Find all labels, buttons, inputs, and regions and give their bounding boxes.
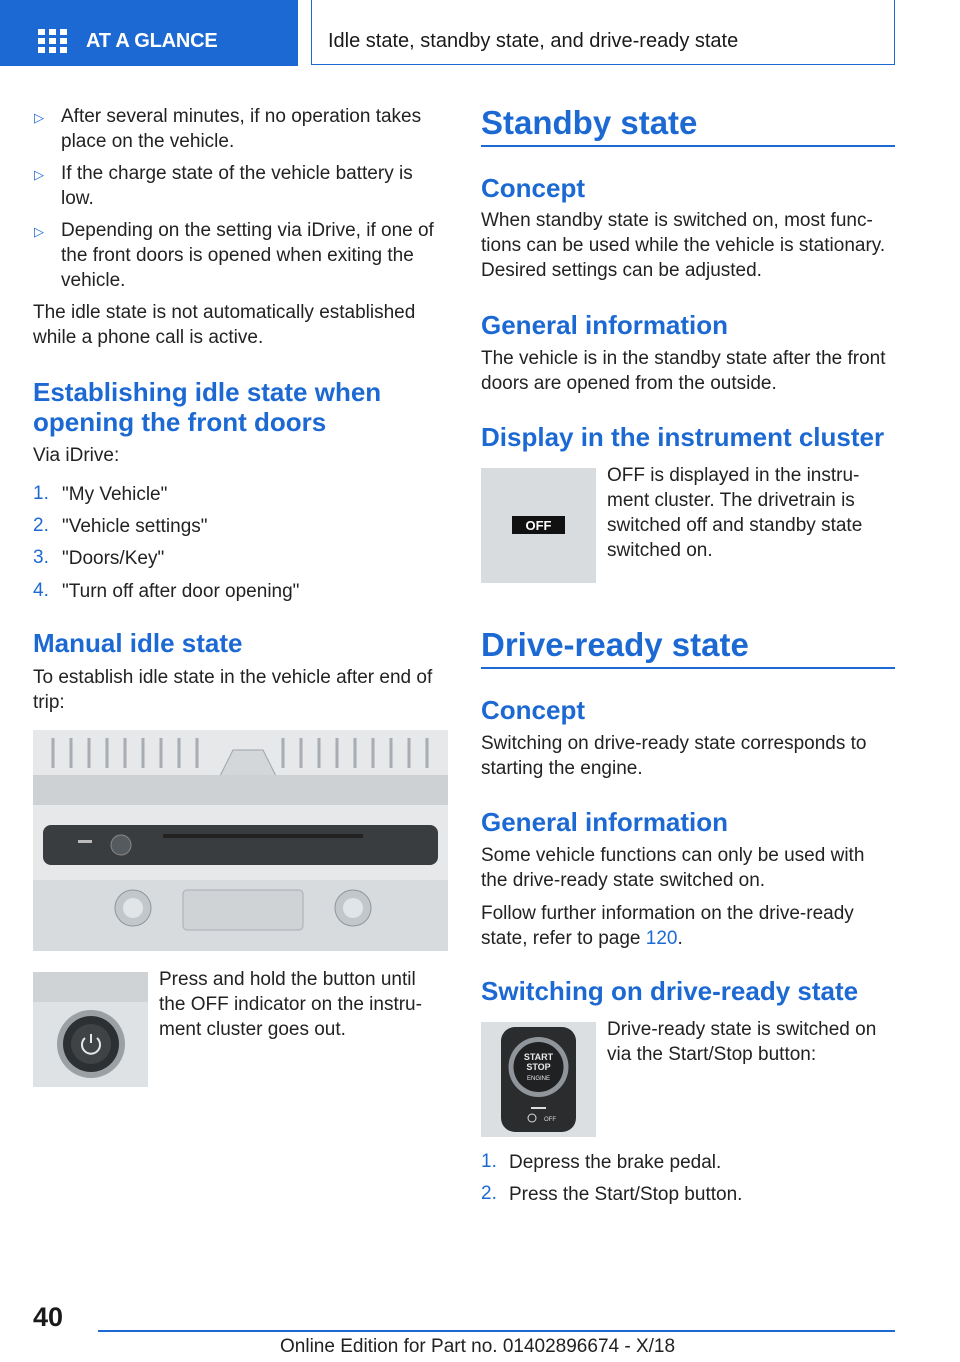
- standby-concept-text: When standby state is switched on, most func-tions can be used while the vehicle is stationary. Desired settings can be adjusted.: [481, 210, 886, 281]
- heading-manual-idle: Manual idle state: [33, 628, 243, 658]
- start-label: START: [523, 1052, 554, 1062]
- heading-display-cluster: Display in the instrument cluster: [481, 422, 885, 452]
- step-number: 1.: [33, 483, 49, 504]
- heading-standby-concept: Concept: [481, 173, 585, 203]
- step-number: 2.: [481, 1183, 497, 1204]
- page-ref-link[interactable]: 120: [645, 928, 678, 949]
- heading-drive-ready-state: Drive-ready state: [481, 626, 749, 663]
- step-number: 2.: [33, 515, 49, 536]
- follow-prefix: Follow further information on the drive-ready state, refer to page: [481, 903, 854, 949]
- heading-establishing-idle: Establishing idle state when opening the front doors: [33, 377, 382, 437]
- switching-text: Drive-ready state is switched on via the Start/Stop button:: [607, 1019, 877, 1065]
- section-rule: [481, 145, 895, 147]
- center-console-image: [33, 730, 448, 951]
- off-indicator-label: OFF: [525, 518, 552, 533]
- heading-drive-concept: Concept: [481, 695, 585, 725]
- bullet-triangle-icon: ▷: [34, 110, 44, 125]
- bullet-text: After several minutes, if no operation takes place on the vehicle.: [61, 106, 422, 152]
- center-console-drawing: [33, 730, 448, 951]
- bullet-text: Depending on the setting via iDrive, if one of the front doors is opened when exiting the vehicle.: [61, 220, 434, 291]
- follow-info-text: [481, 901, 895, 951]
- step-text: Press the Start/Stop button.: [509, 1184, 743, 1205]
- step-number: 1.: [481, 1151, 497, 1172]
- heading-switching-drive: Switching on drive-ready state: [481, 976, 859, 1006]
- footer-rule: [98, 1330, 895, 1332]
- drive-concept-text: Switching on drive-ready state corresponds to starting the engine.: [481, 733, 867, 779]
- heading-standby-general: General information: [481, 310, 729, 340]
- page-header: [0, 0, 960, 66]
- press-hold-text: Press and hold the button until the OFF indicator on the instru-ment cluster goes out.: [159, 969, 422, 1040]
- step-text: Depress the brake pedal.: [509, 1152, 722, 1173]
- idle-note: The idle state is not automatically established while a phone call is active.: [33, 302, 416, 348]
- page-number: 40: [33, 1302, 64, 1332]
- off-indicator-image: [481, 468, 596, 583]
- step-text: "Doors/Key": [62, 548, 165, 569]
- bullet-triangle-icon: ▷: [34, 167, 44, 182]
- standby-general-text: The vehicle is in the standby state after the front doors are opened from the outside.: [481, 348, 886, 394]
- footer-edition: Online Edition for Part no. 01402896674 - X/18: [280, 1336, 676, 1357]
- section-rule: [481, 667, 895, 669]
- step-number: 4.: [33, 580, 49, 601]
- bullet-text: If the charge state of the vehicle battery is low.: [61, 163, 413, 209]
- grid-menu-icon: [38, 29, 68, 53]
- drive-general-text: Some vehicle functions can only be used with the drive-ready state switched on.: [481, 845, 865, 891]
- engine-label: ENGINE: [526, 1076, 551, 1082]
- display-text: OFF is displayed in the instru-ment cluster. The drivetrain is switched off and standby state switched on.: [607, 465, 863, 561]
- power-button-drawing: [33, 972, 148, 1087]
- section-tab-label: AT A GLANCE: [86, 30, 218, 52]
- heading-drive-general: General information: [481, 807, 729, 837]
- header-title-box: [311, 0, 895, 65]
- off-indicator-drawing: [481, 468, 596, 583]
- header-title: Idle state, standby state, and drive-ready state: [328, 30, 739, 52]
- step-text: "My Vehicle": [62, 484, 168, 505]
- auto-stop-off-label: OFF: [544, 1117, 556, 1123]
- heading-standby-state: Standby state: [481, 104, 698, 141]
- section-tab[interactable]: [0, 0, 298, 66]
- bullet-triangle-icon: ▷: [34, 224, 44, 239]
- step-text: "Turn off after door opening": [62, 581, 300, 602]
- stop-label: STOP: [526, 1062, 551, 1072]
- follow-suffix: .: [677, 928, 683, 949]
- via-idrive-label: Via iDrive:: [33, 445, 120, 466]
- step-number: 3.: [33, 547, 49, 568]
- start-stop-button-image: [481, 1022, 596, 1137]
- start-stop-drawing: [481, 1022, 596, 1137]
- manual-idle-text: To establish idle state in the vehicle after end of trip:: [33, 667, 433, 713]
- step-text: "Vehicle settings": [62, 516, 208, 537]
- power-button-image: [33, 972, 148, 1087]
